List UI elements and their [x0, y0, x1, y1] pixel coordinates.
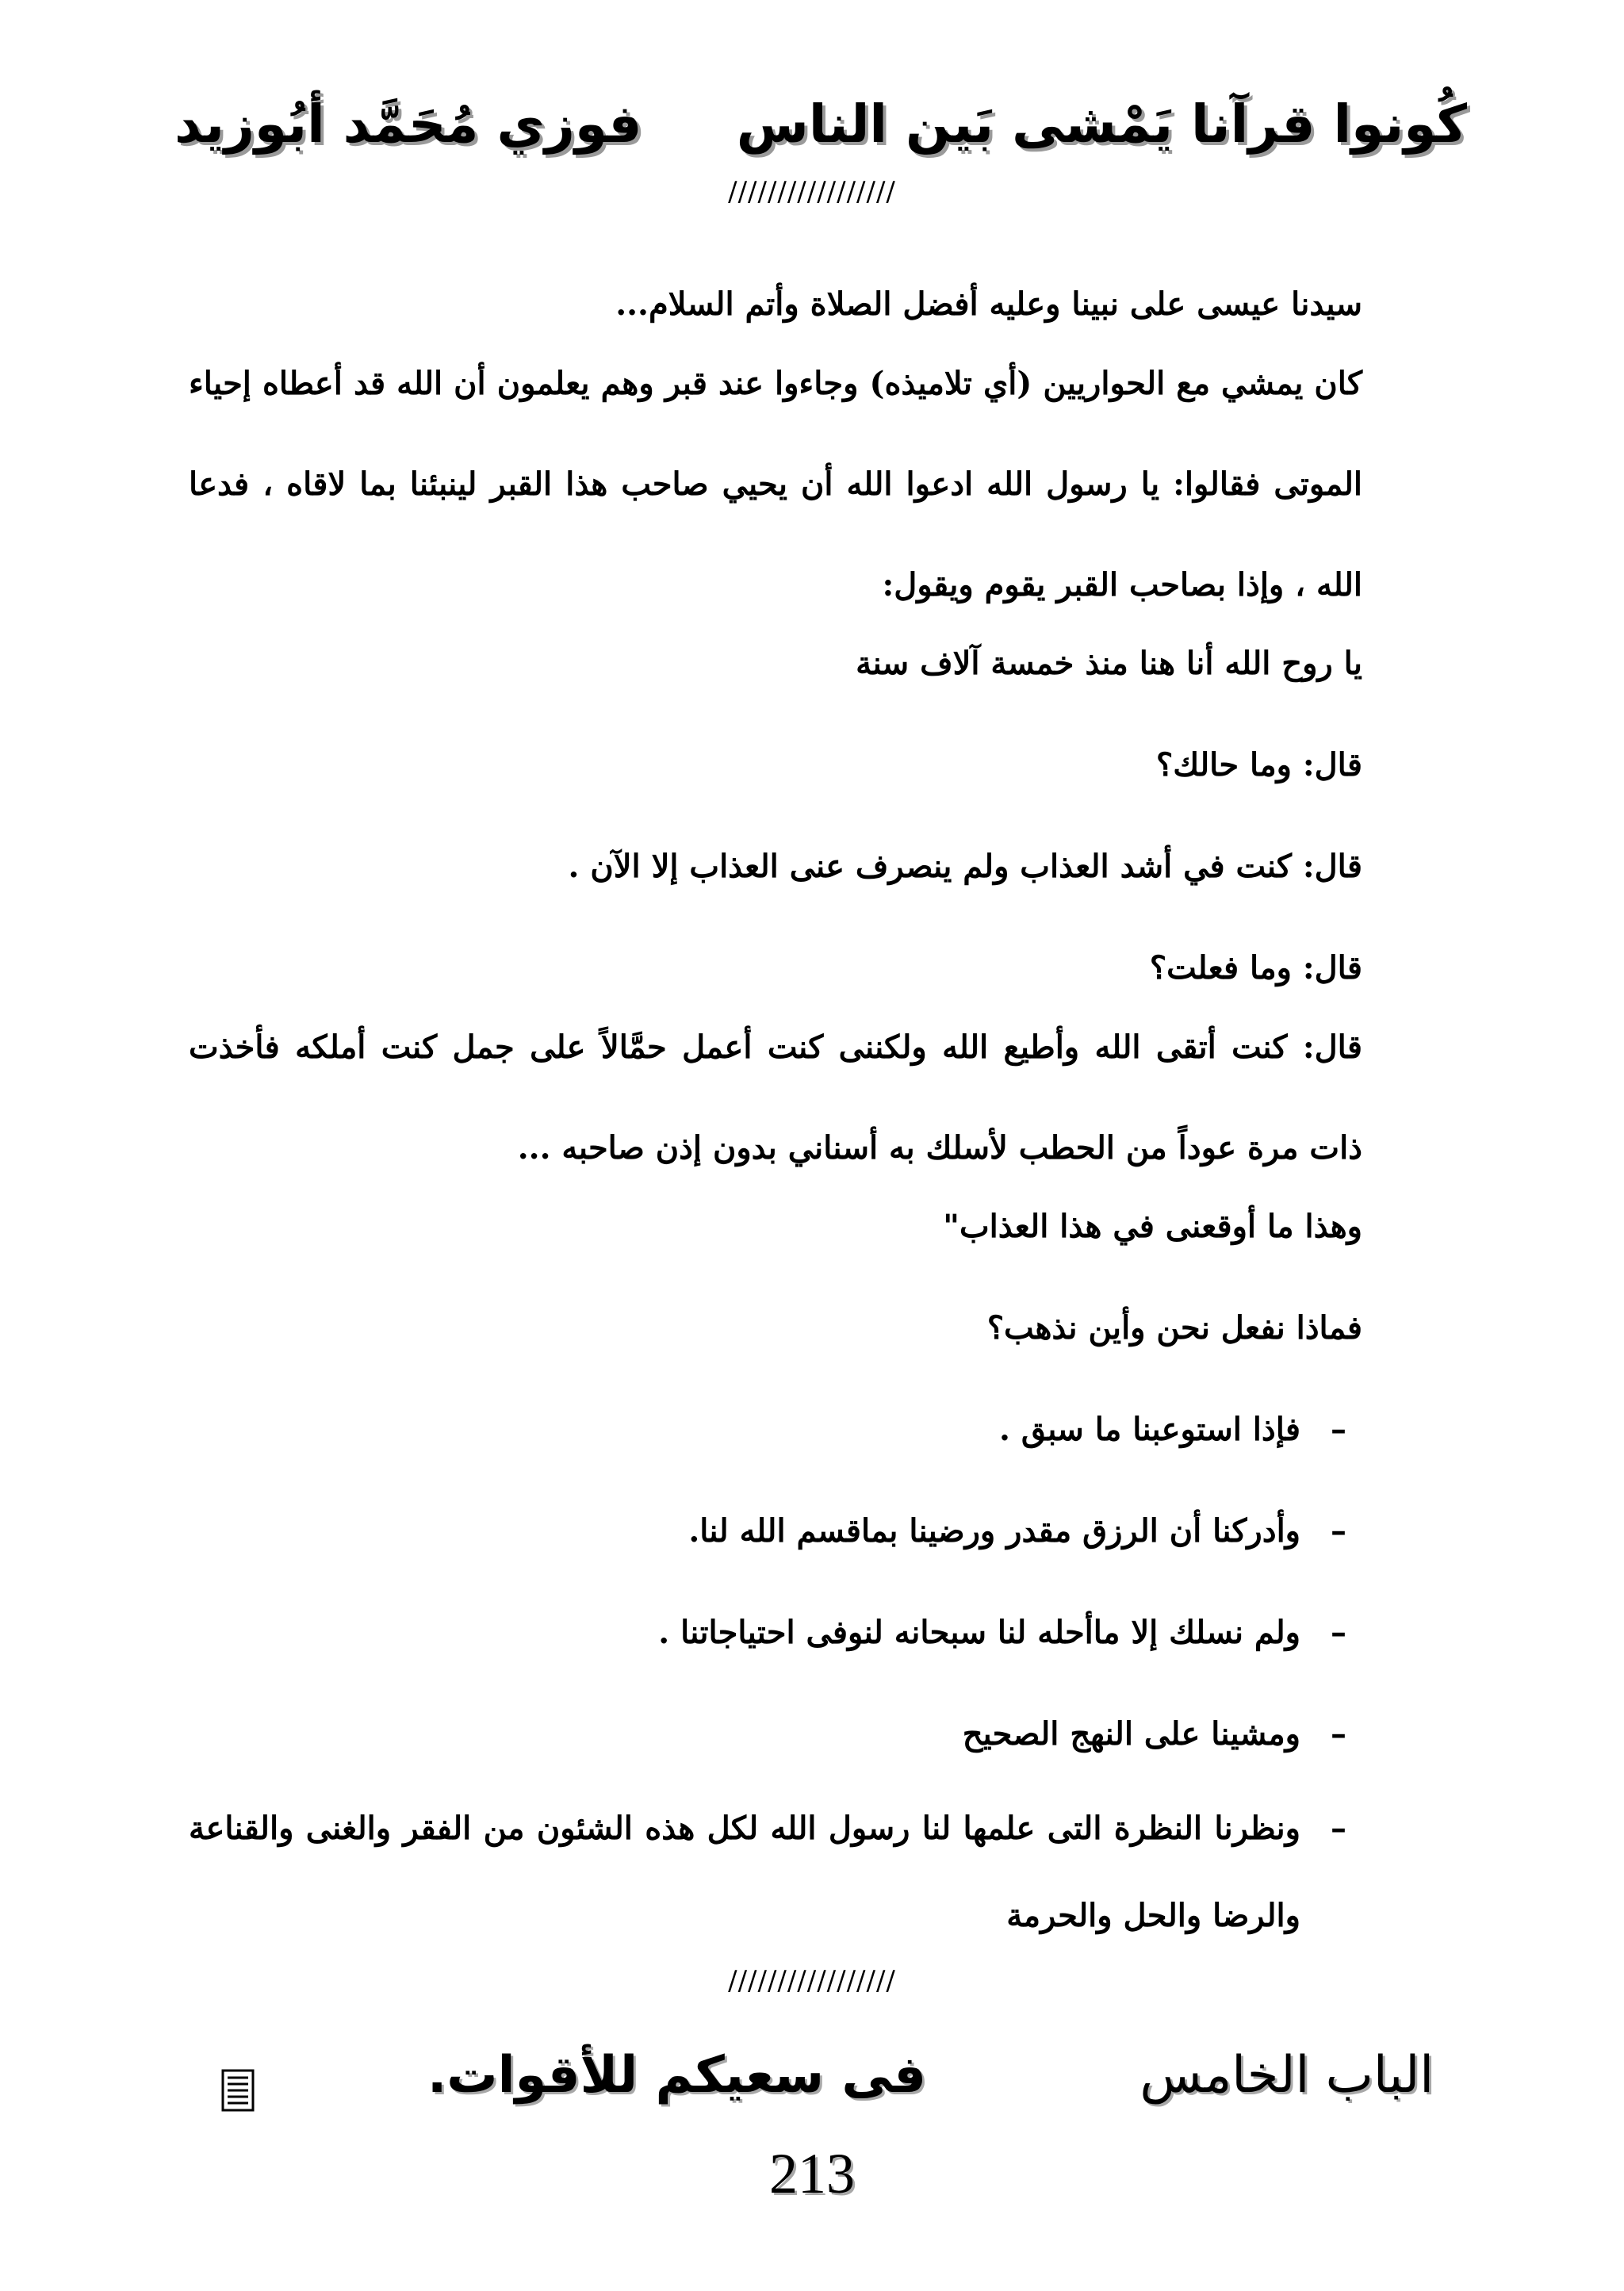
page-header	[159, 94, 1467, 181]
list-item-text: ولم نسلك إلا ماأحله لنا سبحانه لنوفى احتياجاتنا .	[658, 1614, 1300, 1651]
separator-top: /////////////////	[728, 176, 896, 208]
list-item-text: ومشينا على النهج الصحيح	[962, 1715, 1300, 1753]
list-item	[189, 1582, 1434, 1684]
list-item-text: ونظرنا النظرة التى علمها لنا رسول الله لكل هذه الشئون من الفقر والغنى والقناعة والرضا والحل والحرمة	[189, 1810, 1300, 1934]
list-item-text: فإذا استوعبنا ما سبق .	[999, 1411, 1300, 1448]
list-item	[189, 1379, 1434, 1481]
list-item-text: وأدركنا أن الرزق مقدر ورضينا بماقسم الله لنا.	[688, 1512, 1300, 1550]
paragraph-story: كان يمشي مع الحواريين (أي تلاميذه) وجاءوا عند قبر وهم يعلمون أن الله قد أعطاه إحياء الموتى فقالوا: يا رسول الله ادعوا الله أن يحيي صاحب هذا القبر لينبئنا بما لاقاه ، فدعا الله ، وإذا بصاحب القبر يقوم ويقول:	[189, 365, 1362, 603]
bullet-dash: –	[1331, 1411, 1346, 1448]
bullet-dash: –	[1331, 1614, 1346, 1651]
list-item	[189, 1684, 1434, 1785]
paragraph-dialogue-6: وهذا ما أوقعنى في هذا العذاب"	[943, 1208, 1362, 1245]
paragraph-dialogue-2: قال: وما حالك؟	[1156, 746, 1362, 783]
paragraph-dialogue-3: قال: كنت في أشد العذاب ولم ينصرف عنى العذاب إلا الآن .	[568, 848, 1362, 885]
separator-bottom: /////////////////	[728, 1965, 896, 1997]
page-number: 213	[769, 2142, 855, 2205]
book-icon	[220, 2068, 255, 2113]
chapter-label: الباب الخامس	[1139, 2046, 1434, 2105]
page-body	[189, 254, 1434, 1960]
bullet-dash: –	[1331, 1715, 1346, 1753]
paragraph-question: فماذا نفعل نحن وأين نذهب؟	[986, 1309, 1362, 1347]
bullet-dash: –	[1331, 1810, 1346, 1847]
bullet-dash: –	[1331, 1512, 1346, 1550]
page-footer	[0, 2046, 1624, 2141]
list-item	[189, 1785, 1434, 1960]
paragraph-intro: سيدنا عيسى على نبينا وعليه أفضل الصلاة وأتم السلام...	[615, 285, 1362, 323]
list-item	[189, 1481, 1434, 1582]
paragraph-dialogue-1: يا روح الله أنا هنا منذ خمسة آلاف سنة	[856, 645, 1362, 682]
chapter-subtitle: فى سعيكم للأقوات.	[427, 2046, 926, 2105]
paragraph-dialogue-5: قال: كنت أتقى الله وأطيع الله ولكننى كنت أعمل حمَّالاً على جمل كنت أملكه فأخذت ذات مرة عوداً من الحطب لأسلك به أسناني بدون إذن صاحبه ...	[189, 1029, 1362, 1167]
paragraph-dialogue-4: قال: وما فعلت؟	[1149, 949, 1362, 987]
book-title: كُونوا قرآنا يَمْشى بَين الناس	[736, 94, 1467, 155]
author-name: فوزي مُحَمَّد أبُوزيد	[174, 94, 642, 155]
